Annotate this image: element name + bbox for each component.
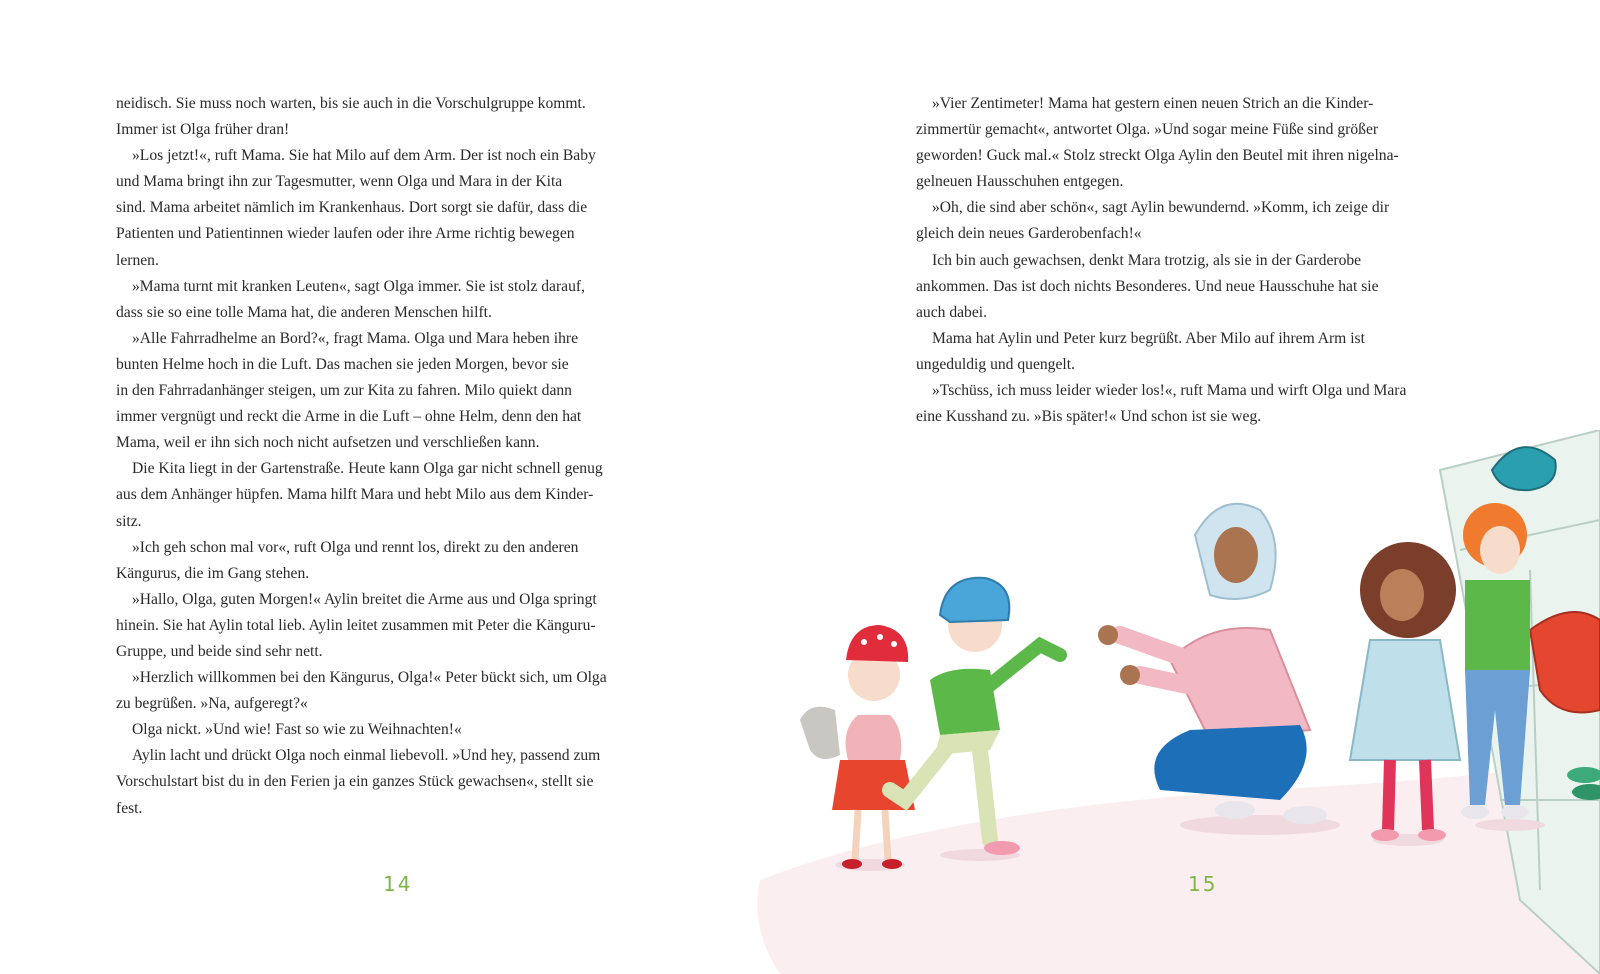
text-line: Patienten und Patientinnen wieder laufen oder ihre Arme richtig bewegen (116, 225, 575, 243)
text-line: sind. Mama arbeitet nämlich im Krankenhaus. Dort sorgt sie dafür, dass die (116, 199, 588, 217)
page-number-left: 14 (383, 872, 413, 896)
text-line: fest. (116, 799, 143, 817)
text-line: gelneuen Hausschuhen entgegen. (916, 173, 1124, 191)
text-line: geworden! Guck mal.« Stolz streckt Olga Aylin den Beutel mit ihren nigelna- (916, 147, 1399, 165)
text-line: ankommen. Das ist doch nichts Besonderes. Und neue Hausschuhe hat sie (916, 277, 1379, 295)
teacher-aylin (1098, 504, 1340, 835)
left-page-text (116, 91, 607, 822)
text-line: aus dem Anhänger hüpfen. Mama hilft Mara und hebt Milo aus dem Kinder- (116, 486, 594, 504)
kita-cloakroom-illustration (740, 430, 1600, 974)
right-page (800, 0, 1600, 974)
text-line: »Oh, die sind aber schön«, sagt Aylin bewundernd. »Komm, ich zeige dir (932, 199, 1390, 217)
text-line: Kängurus, die im Gang stehen. (116, 564, 310, 582)
text-line: sitz. (116, 512, 142, 530)
page-number-right: 15 (1188, 872, 1218, 896)
text-line: Gruppe, und beide sind sehr nett. (116, 642, 323, 660)
text-line: »Los jetzt!«, ruft Mama. Sie hat Milo auf dem Arm. Der ist noch ein Baby (132, 147, 596, 165)
text-line: lernen. (116, 251, 159, 269)
text-line: in den Fahrradanhänger steigen, um zur Kita zu fahren. Milo quiekt dann (116, 382, 572, 400)
text-line: gleich dein neues Garderobenfach!« (916, 225, 1142, 243)
text-line: »Ich geh schon mal vor«, ruft Olga und rennt los, direkt zu den anderen (132, 538, 579, 556)
text-line: »Herzlich willkommen bei den Kängurus, Olga!« Peter bückt sich, um Olga (132, 669, 607, 687)
text-line: auch dabei. (916, 303, 988, 321)
text-line: Olga nickt. »Und wie! Fast so wie zu Weihnachten!« (132, 721, 462, 739)
text-line: neidisch. Sie muss noch warten, bis sie auch in die Vorschulgruppe kommt. (116, 95, 586, 112)
text-line: hinein. Sie hat Aylin total lieb. Aylin leitet zusammen mit Peter die Känguru- (116, 616, 596, 634)
text-line: »Vier Zentimeter! Mama hat gestern einen neuen Strich an die Kinder- (932, 95, 1374, 112)
text-line: Vorschulstart bist du in den Ferien ja ein ganzes Stück gewachsen«, stellt sie (116, 773, 594, 791)
text-line: Aylin lacht und drückt Olga noch einmal liebevoll. »Und hey, passend zum (132, 747, 601, 765)
text-line: bunten Helme hoch in die Luft. Das machen sie jeden Morgen, bevor sie (116, 355, 569, 373)
text-line: ungeduldig und quengelt. (916, 355, 1075, 373)
text-line: zimmertür gemacht«, antwortet Olga. »Und sogar meine Füße sind größer (916, 121, 1379, 139)
text-line: und Mama bringt ihn zur Tagesmutter, wenn Olga und Mara in der Kita (116, 173, 563, 191)
girl-mara (800, 625, 915, 871)
text-line: Immer ist Olga früher dran! (116, 121, 290, 139)
text-line: Mama hat Aylin und Peter kurz begrüßt. Aber Milo auf ihrem Arm ist (932, 329, 1365, 347)
text-line: immer vergnügt und reckt die Arme in die Luft – ohne Helm, denn den hat (116, 408, 582, 426)
text-line: dass sie so eine tolle Mama hat, die anderen Menschen hilft. (116, 303, 492, 321)
right-page-text (916, 91, 1406, 430)
text-line: eine Kusshand zu. »Bis später!« Und schon ist sie weg. (916, 408, 1262, 426)
text-line: zu begrüßen. »Na, aufgeregt?« (116, 695, 308, 713)
text-line: »Alle Fahrradhelme an Bord?«, fragt Mama. Olga und Mara heben ihre (132, 329, 578, 347)
text-line: »Mama turnt mit kranken Leuten«, sagt Olga immer. Sie ist stolz darauf, (132, 277, 585, 295)
text-line: Die Kita liegt in der Gartenstraße. Heute kann Olga gar nicht schnell genug (132, 460, 603, 478)
text-line: »Tschüss, ich muss leider wieder los!«, ruft Mama und wirft Olga und Mara (932, 382, 1407, 400)
text-line: »Hallo, Olga, guten Morgen!« Aylin breitet die Arme aus und Olga springt (132, 590, 597, 608)
text-line: Mama, weil er ihn sich noch nicht aufsetzen und verschließen kann. (116, 434, 540, 452)
text-line: Ich bin auch gewachsen, denkt Mara trotzig, als sie in der Garderobe (932, 251, 1362, 269)
